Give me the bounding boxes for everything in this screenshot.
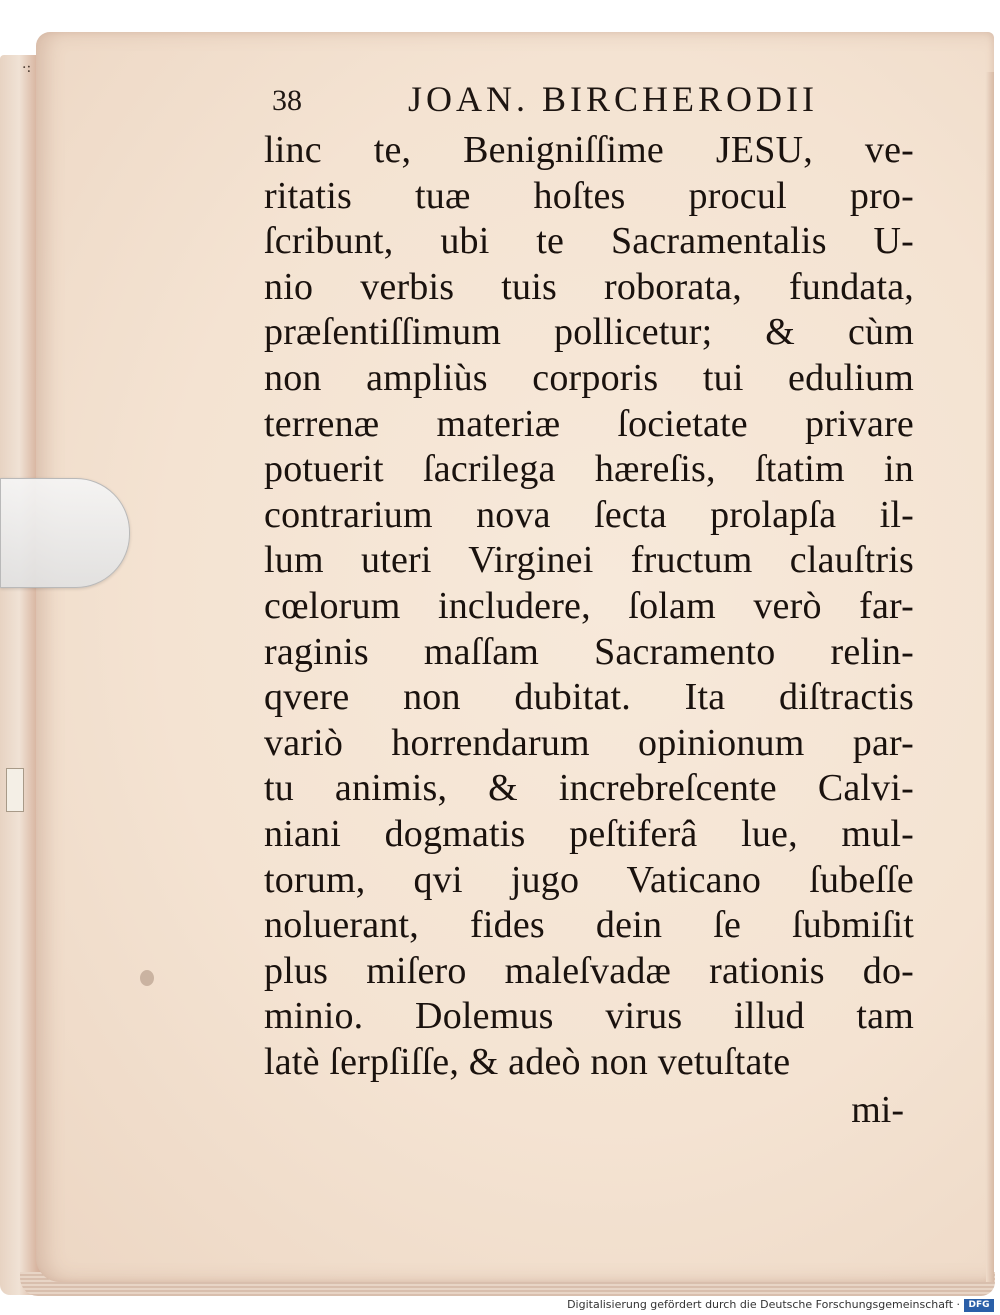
catchword: mi- [851,1089,904,1131]
dfg-logo: DFG [964,1299,994,1312]
text-line: qvere non dubitat. Ita diſtractis [264,676,914,719]
text-line: latè ſerpſiſſe, & adeò non vetuſtate [264,1040,791,1083]
page-right-edge [986,72,994,1282]
text-line: nio verbis tuis roborata, fundata, [264,265,914,308]
page-clip [0,478,130,588]
text-line: variò horrendarum opinionum par- [264,721,914,764]
text-line: ſcribunt, ubi te Sacramentalis U- [264,220,914,263]
text-line: plus miſero maleſvadæ rationis do- [264,949,914,992]
edge-marks: ·: [22,60,32,76]
text-line: raginis maſſam Sacramento relin- [264,630,914,673]
text-line: niani dogmatis peſtiferâ lue, mul- [264,812,914,855]
text-line: minio. Dolemus virus illud tam [264,995,914,1038]
paper-stain [140,970,154,986]
digitization-footer [0,1297,1000,1315]
text-line: tu animis, & increbreſcente Calvi- [264,767,914,810]
page-header [272,78,832,122]
body-text [264,128,914,1085]
text-line: non ampliùs corporis tui edulium [264,356,914,399]
page-number: 38 [272,84,302,117]
text-line: potuerit ſacrilega hæreſis, ſtatim in [264,448,914,491]
text-line: terrenæ materiæ ſocietate privare [264,402,914,445]
text-line: contrarium nova ſecta prolapſa il- [264,493,914,536]
footer-credit: Digitalisierung gefördert durch die Deutsche Forschungsgemeinschaft · [567,1298,960,1311]
running-head: JOAN. BIRCHERODII [408,79,818,119]
text-line: torum, qvi jugo Vaticano ſubeſſe [264,858,914,901]
page-tab [6,768,24,812]
text-line: linc te, Benigniſſime JESU, ve- [264,129,914,171]
text-line: lum uteri Virginei fructum clauſtris [264,539,914,582]
text-line: præſentiſſimum pollicetur; & cùm [264,311,914,354]
text-line: ritatis tuæ hoſtes procul pro- [264,174,914,217]
text-line: cœlorum includere, ſolam verò far- [264,584,914,627]
text-line: noluerant, fides dein ſe ſubmiſit [264,904,914,947]
